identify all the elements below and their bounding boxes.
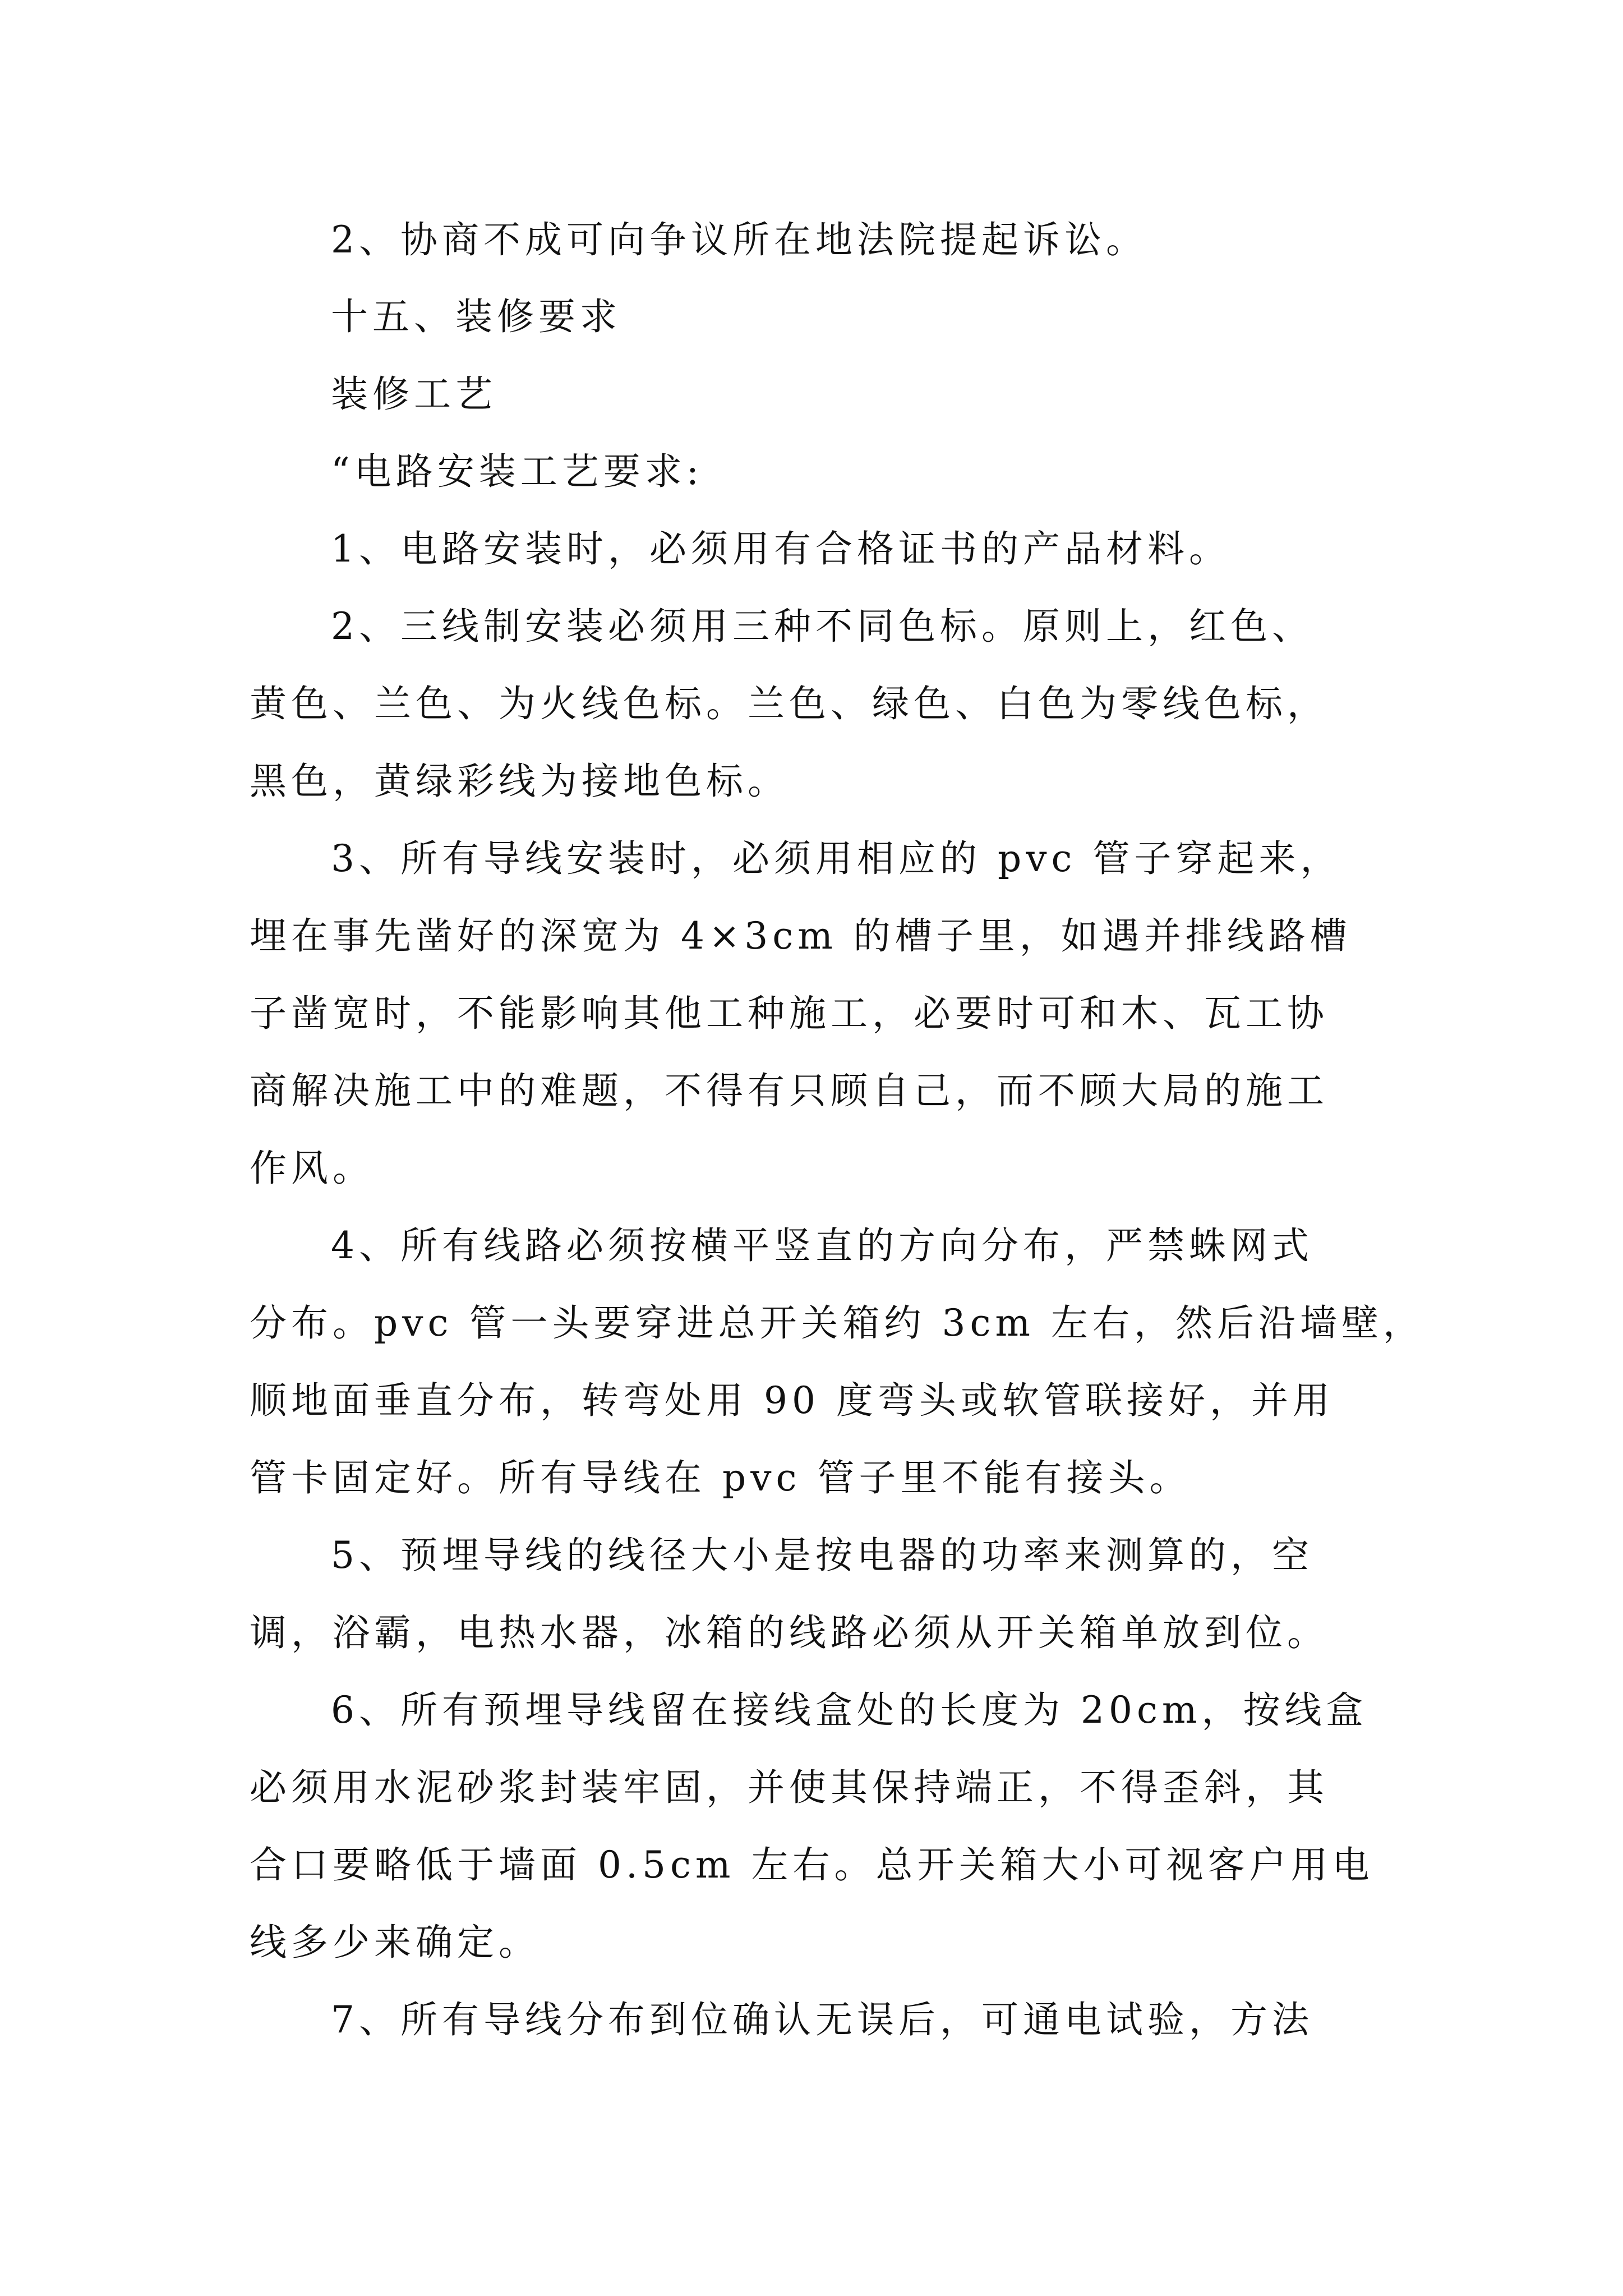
text-line-11: 子凿宽时，不能影响其他工种施工，必要时可和木、瓦工协 [250,992,1329,1035]
text-line-22: 合口要略低于墙面 0.5cm 左右。总开关箱大小可视客户用电 [250,1843,1374,1887]
text-line-2: 十五、装修要求 [331,295,621,338]
text-line-20: 6、所有预埋导线留在接线盒处的长度为 20cm，按线盒 [331,1688,1368,1732]
text-line-5: 1、电路安装时，必须用有合格证书的产品材料。 [331,527,1230,570]
text-line-13: 作风。 [250,1147,374,1190]
text-line-12: 商解决施工中的难题，不得有只顾自己，而不顾大局的施工 [250,1069,1329,1112]
text-line-21: 必须用水泥砂浆封装牢固，并使其保持端正，不得歪斜，其 [250,1766,1329,1809]
text-line-15: 分布。pvc 管一头要穿进总开关箱约 3cm 左右，然后沿墙壁， [250,1301,1424,1345]
text-line-23: 线多少来确定。 [250,1921,540,1964]
text-line-1: 2、协商不成可向争议所在地法院提起诉讼。 [331,218,1147,261]
text-line-18: 5、预埋导线的线径大小是按电器的功率来测算的，空 [331,1534,1313,1577]
text-line-17: 管卡固定好。所有导线在 pvc 管子里不能有接头。 [250,1456,1191,1499]
text-line-3: 装修工艺 [331,372,497,416]
text-line-9: 3、所有导线安装时，必须用相应的 pvc 管子穿起来， [331,837,1342,880]
text-line-16: 顺地面垂直分布，转弯处用 90 度弯头或软管联接好，并用 [250,1379,1334,1422]
text-line-24: 7、所有导线分布到位确认无误后，可通电试验，方法 [331,1998,1313,2041]
text-line-19: 调，浴霸，电热水器，冰箱的线路必须从开关箱单放到位。 [250,1611,1329,1654]
text-line-10: 埋在事先凿好的深宽为 4×3cm 的槽子里，如遇并排线路槽 [250,914,1352,958]
text-line-14: 4、所有线路必须按横平竖直的方向分布，严禁蛛网式 [331,1224,1313,1267]
text-line-4: “电路安装工艺要求: [331,450,703,493]
text-line-6: 2、三线制安装必须用三种不同色标。原则上，红色、 [331,605,1313,648]
text-line-8: 黑色，黄绿彩线为接地色标。 [250,760,789,803]
text-line-7: 黄色、兰色、为火线色标。兰色、绿色、白色为零线色标， [250,682,1329,725]
